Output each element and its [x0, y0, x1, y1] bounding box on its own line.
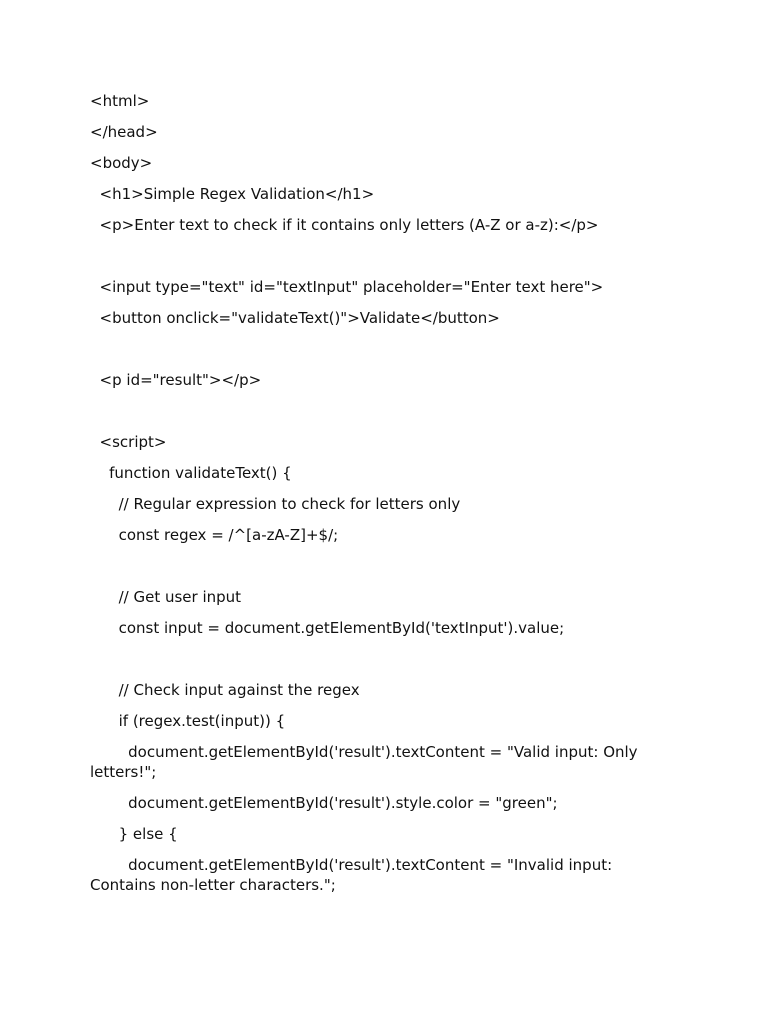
document-body	[90, 91, 650, 906]
blank-line	[90, 649, 650, 669]
blank-line	[90, 246, 650, 266]
document-line: </head>	[90, 123, 158, 141]
document-line: document.getElementById('result').textContent = "Valid input: Only letters!";	[90, 743, 643, 781]
document-line: <p>Enter text to check if it contains only letters (A-Z or a-z):</p>	[90, 216, 599, 234]
document-line: // Check input against the regex	[90, 681, 360, 699]
document-line: <p id="result"></p>	[90, 371, 262, 389]
document-line: const regex = /^[a-zA-Z]+$/;	[90, 526, 339, 544]
document-line: } else {	[90, 825, 178, 843]
document-line: <script>	[90, 433, 167, 451]
document-line: document.getElementById('result').style.color = "green";	[90, 794, 558, 812]
blank-line	[90, 339, 650, 359]
document-line: if (regex.test(input)) {	[90, 712, 286, 730]
blank-line	[90, 401, 650, 421]
document-line: <h1>Simple Regex Validation</h1>	[90, 185, 375, 203]
document-line: function validateText() {	[90, 464, 292, 482]
blank-line	[90, 556, 650, 576]
document-line: <input type="text" id="textInput" placeholder="Enter text here">	[90, 278, 604, 296]
document-line: const input = document.getElementById('textInput').value;	[90, 619, 565, 637]
document-line: <button onclick="validateText()">Validate</button>	[90, 309, 500, 327]
document-line: document.getElementById('result').textContent = "Invalid input: Contains non-letter characters.";	[90, 856, 617, 894]
document-line: // Get user input	[90, 588, 242, 606]
document-line: <html>	[90, 92, 150, 110]
document-line: // Regular expression to check for letters only	[90, 495, 461, 513]
document-line: <body>	[90, 154, 153, 172]
